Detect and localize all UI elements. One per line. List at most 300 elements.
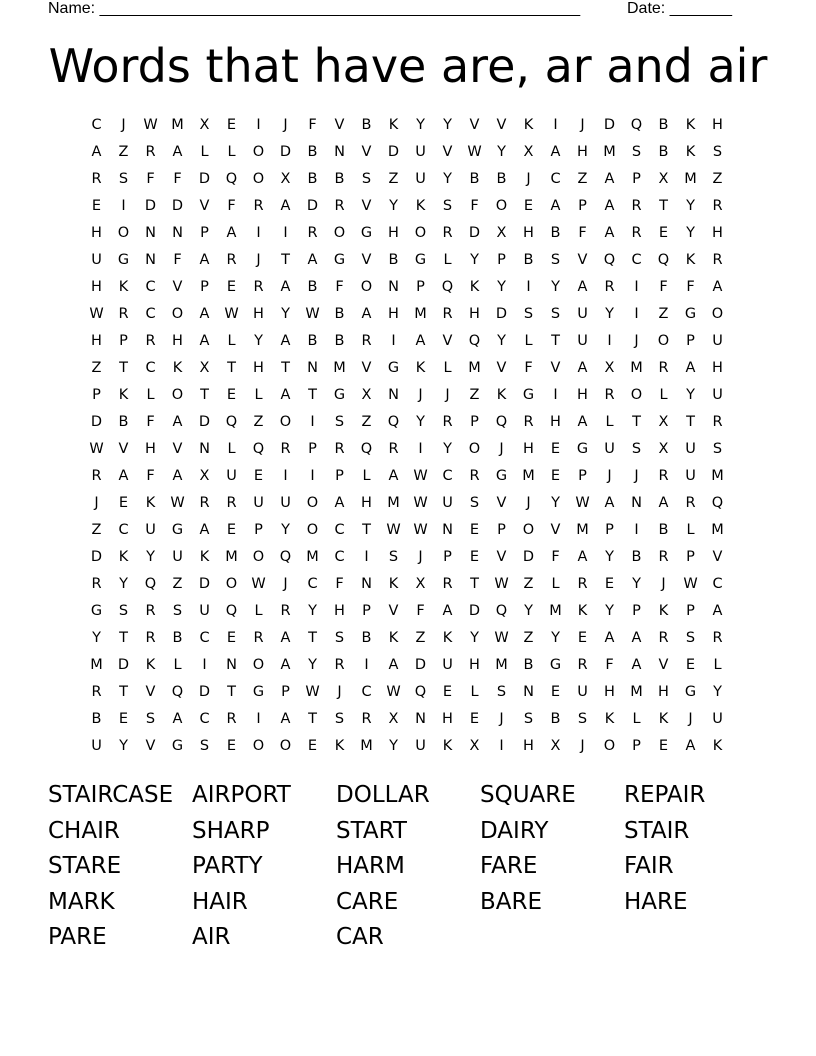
- grid-letter: R: [91, 171, 102, 187]
- grid-letter: W: [494, 630, 509, 646]
- grid-letter: F: [308, 117, 317, 133]
- grid-letter: Q: [225, 603, 238, 619]
- grid-letter: M: [522, 468, 535, 484]
- grid-letter: V: [361, 252, 372, 268]
- grid-letter: L: [470, 684, 479, 700]
- grid-letter: I: [607, 333, 612, 349]
- grid-letter: A: [199, 306, 210, 322]
- grid-letter: J: [580, 117, 585, 133]
- grid-letter: R: [658, 468, 669, 484]
- grid-letter: J: [688, 711, 693, 727]
- grid-letter: P: [416, 279, 425, 295]
- grid-letter: Y: [119, 576, 128, 592]
- grid-letter: J: [418, 387, 423, 403]
- grid-letter: T: [119, 360, 128, 376]
- grid-letter: H: [334, 603, 345, 619]
- grid-letter: H: [658, 684, 669, 700]
- grid-letter: R: [712, 198, 723, 214]
- grid-letter: S: [631, 144, 642, 160]
- grid-letter: R: [280, 441, 291, 457]
- grid-letter: S: [550, 252, 561, 268]
- grid-letter: H: [91, 333, 102, 349]
- grid-letter: Q: [468, 333, 481, 349]
- grid-letter: A: [712, 603, 723, 619]
- grid-letter: A: [604, 171, 615, 187]
- grid-letter: A: [658, 495, 669, 511]
- grid-letter: L: [713, 657, 722, 673]
- grid-letter: S: [388, 549, 399, 565]
- grid-letter: B: [91, 711, 102, 727]
- grid-letter: M: [549, 603, 562, 619]
- grid-letter: P: [497, 522, 506, 538]
- grid-letter: R: [226, 495, 237, 511]
- grid-letter: N: [523, 684, 534, 700]
- grid-letter: K: [388, 630, 399, 646]
- grid-letter: E: [307, 738, 318, 754]
- date-field-label: Date: _______: [627, 0, 732, 17]
- grid-letter: S: [712, 144, 723, 160]
- grid-letter: W: [413, 495, 428, 511]
- grid-letter: S: [145, 711, 156, 727]
- grid-letter: E: [118, 711, 129, 727]
- word-bank-item: SHARP: [192, 817, 270, 844]
- grid-letter: K: [172, 360, 183, 376]
- grid-letter: U: [577, 333, 588, 349]
- grid-letter: S: [118, 603, 129, 619]
- grid-letter: Z: [91, 522, 102, 538]
- word-bank-item: MARK: [48, 888, 115, 915]
- grid-letter: V: [361, 198, 372, 214]
- grid-letter: Q: [171, 684, 184, 700]
- grid-letter: W: [224, 306, 239, 322]
- grid-letter: J: [283, 117, 288, 133]
- word-bank-item: BARE: [480, 888, 543, 915]
- grid-letter: K: [415, 198, 426, 214]
- grid-letter: J: [526, 495, 531, 511]
- grid-letter: Z: [523, 630, 534, 646]
- grid-letter: B: [307, 171, 318, 187]
- grid-letter: X: [388, 711, 399, 727]
- grid-letter: Y: [632, 576, 641, 592]
- word-bank: [48, 778, 768, 956]
- grid-letter: Y: [443, 441, 452, 457]
- grid-letter: Q: [495, 603, 508, 619]
- grid-letter: E: [226, 387, 237, 403]
- grid-letter: N: [145, 252, 156, 268]
- grid-letter: O: [279, 414, 292, 430]
- grid-letter: W: [683, 576, 698, 592]
- grid-letter: Y: [551, 495, 560, 511]
- grid-letter: L: [254, 603, 263, 619]
- grid-letter: J: [499, 441, 504, 457]
- grid-letter: A: [550, 144, 561, 160]
- grid-letter: D: [387, 144, 400, 160]
- grid-letter: R: [577, 657, 588, 673]
- grid-letter: N: [145, 225, 156, 241]
- grid-letter: W: [386, 522, 401, 538]
- grid-letter: J: [634, 333, 639, 349]
- grid-letter: G: [333, 387, 346, 403]
- grid-letter: O: [333, 225, 346, 241]
- grid-letter: L: [254, 387, 263, 403]
- grid-letter: V: [496, 117, 507, 133]
- grid-letter: V: [388, 603, 399, 619]
- grid-letter: V: [442, 333, 453, 349]
- grid-letter: R: [199, 495, 210, 511]
- grid-letter: O: [252, 738, 265, 754]
- grid-letter: N: [631, 495, 642, 511]
- grid-letter: H: [577, 144, 588, 160]
- grid-letter: X: [523, 144, 534, 160]
- grid-letter: P: [362, 603, 371, 619]
- grid-letter: D: [306, 198, 319, 214]
- grid-letter: P: [632, 603, 641, 619]
- grid-letter: T: [227, 360, 236, 376]
- grid-letter: V: [334, 117, 345, 133]
- grid-letter: Z: [415, 630, 426, 646]
- letter-grid: [83, 112, 731, 760]
- grid-letter: W: [143, 117, 158, 133]
- word-bank-item: FARE: [480, 853, 538, 879]
- grid-letter: B: [118, 414, 129, 430]
- grid-letter: K: [145, 495, 156, 511]
- grid-letter: P: [632, 171, 641, 187]
- grid-letter: I: [310, 468, 315, 484]
- grid-letter: H: [145, 441, 156, 457]
- grid-letter: F: [146, 414, 155, 430]
- grid-letter: V: [145, 684, 156, 700]
- grid-letter: R: [388, 441, 399, 457]
- grid-letter: Q: [630, 117, 643, 133]
- grid-letter: V: [145, 738, 156, 754]
- grid-letter: N: [199, 441, 210, 457]
- word-bank-item: PARTY: [192, 853, 263, 879]
- grid-letter: S: [523, 306, 534, 322]
- grid-letter: I: [283, 225, 288, 241]
- grid-letter: A: [604, 630, 615, 646]
- grid-letter: D: [468, 225, 481, 241]
- grid-letter: K: [415, 360, 426, 376]
- grid-letter: A: [280, 198, 291, 214]
- grid-letter: C: [145, 279, 156, 295]
- grid-letter: O: [171, 387, 184, 403]
- grid-letter: R: [145, 630, 156, 646]
- grid-letter: A: [199, 252, 210, 268]
- grid-letter: D: [198, 576, 211, 592]
- grid-letter: E: [226, 522, 237, 538]
- grid-letter: Q: [495, 414, 508, 430]
- grid-letter: J: [580, 738, 585, 754]
- grid-letter: M: [90, 657, 103, 673]
- grid-letter: L: [173, 657, 182, 673]
- grid-letter: J: [634, 468, 639, 484]
- grid-letter: V: [361, 360, 372, 376]
- grid-letter: H: [523, 225, 534, 241]
- grid-letter: O: [252, 657, 265, 673]
- grid-letter: M: [414, 306, 427, 322]
- header: [48, 0, 748, 20]
- word-bank-item: STARE: [48, 853, 122, 879]
- grid-letter: A: [604, 198, 615, 214]
- grid-letter: F: [470, 198, 479, 214]
- page-title: Words that have are, ar and air: [48, 39, 768, 93]
- grid-letter: R: [469, 468, 480, 484]
- grid-letter: I: [202, 657, 207, 673]
- grid-letter: I: [391, 333, 396, 349]
- grid-letter: F: [605, 657, 614, 673]
- grid-letter: A: [604, 225, 615, 241]
- grid-letter: D: [414, 657, 427, 673]
- grid-letter: K: [118, 387, 129, 403]
- grid-letter: Y: [416, 414, 425, 430]
- grid-letter: B: [361, 117, 372, 133]
- grid-letter: U: [712, 387, 723, 403]
- grid-letter: P: [632, 738, 641, 754]
- grid-letter: O: [306, 495, 319, 511]
- grid-letter: H: [712, 360, 723, 376]
- grid-letter: Q: [252, 441, 265, 457]
- grid-letter: L: [227, 441, 236, 457]
- grid-letter: J: [499, 711, 504, 727]
- grid-letter: N: [307, 360, 318, 376]
- grid-letter: Z: [712, 171, 723, 187]
- grid-letter: A: [172, 711, 183, 727]
- grid-letter: F: [227, 198, 236, 214]
- grid-letter: B: [496, 171, 507, 187]
- grid-letter: P: [443, 549, 452, 565]
- grid-letter: N: [415, 711, 426, 727]
- grid-letter: U: [91, 738, 102, 754]
- grid-letter: Y: [389, 738, 398, 754]
- grid-letter: V: [496, 549, 507, 565]
- grid-letter: S: [523, 711, 534, 727]
- grid-letter: Y: [470, 252, 479, 268]
- grid-letter: A: [172, 144, 183, 160]
- grid-letter: F: [146, 468, 155, 484]
- grid-letter: K: [685, 252, 696, 268]
- grid-letter: E: [550, 684, 561, 700]
- grid-letter: Y: [308, 603, 317, 619]
- grid-letter: S: [334, 711, 345, 727]
- grid-letter: T: [119, 684, 128, 700]
- grid-letter: A: [280, 387, 291, 403]
- grid-letter: C: [145, 360, 156, 376]
- grid-letter: Y: [470, 630, 479, 646]
- grid-letter: W: [575, 495, 590, 511]
- grid-letter: R: [253, 198, 264, 214]
- grid-letter: S: [334, 414, 345, 430]
- grid-letter: R: [91, 468, 102, 484]
- grid-letter: V: [172, 441, 183, 457]
- grid-letter: J: [418, 549, 423, 565]
- grid-letter: W: [251, 576, 266, 592]
- grid-letter: V: [199, 198, 210, 214]
- grid-letter: Y: [713, 684, 722, 700]
- grid-letter: P: [686, 549, 695, 565]
- grid-letter: E: [226, 117, 237, 133]
- grid-letter: U: [604, 441, 615, 457]
- grid-letter: D: [198, 414, 211, 430]
- grid-letter: Y: [389, 198, 398, 214]
- word-bank-item: HARE: [624, 888, 688, 915]
- grid-letter: M: [171, 117, 184, 133]
- grid-letter: J: [445, 387, 450, 403]
- grid-letter: W: [413, 468, 428, 484]
- grid-letter: H: [91, 225, 102, 241]
- grid-letter: L: [146, 387, 155, 403]
- grid-letter: L: [362, 468, 371, 484]
- grid-letter: Z: [469, 387, 480, 403]
- grid-letter: Q: [225, 414, 238, 430]
- grid-letter: G: [171, 738, 184, 754]
- grid-letter: U: [415, 738, 426, 754]
- grid-letter: P: [200, 225, 209, 241]
- grid-letter: L: [659, 387, 668, 403]
- grid-letter: C: [307, 576, 318, 592]
- word-bank-item: CAR: [336, 924, 384, 950]
- grid-letter: R: [145, 144, 156, 160]
- grid-letter: L: [200, 144, 209, 160]
- grid-letter: A: [577, 549, 588, 565]
- grid-letter: J: [661, 576, 666, 592]
- grid-letter: P: [92, 387, 101, 403]
- grid-letter: C: [145, 306, 156, 322]
- grid-letter: H: [172, 333, 183, 349]
- grid-letter: I: [526, 279, 531, 295]
- grid-letter: D: [495, 306, 508, 322]
- grid-letter: C: [442, 468, 453, 484]
- grid-letter: Z: [658, 306, 669, 322]
- grid-letter: P: [308, 441, 317, 457]
- grid-letter: F: [551, 549, 560, 565]
- grid-letter: G: [387, 360, 400, 376]
- grid-letter: W: [170, 495, 185, 511]
- grid-letter: U: [253, 495, 264, 511]
- grid-letter: Y: [146, 549, 155, 565]
- grid-letter: Y: [686, 225, 695, 241]
- grid-letter: R: [658, 360, 669, 376]
- name-field-label: Name: ______________________________________________________: [48, 0, 581, 17]
- grid-letter: E: [469, 522, 480, 538]
- grid-letter: K: [658, 711, 669, 727]
- grid-letter: H: [550, 414, 561, 430]
- grid-letter: P: [686, 333, 695, 349]
- grid-letter: Y: [443, 171, 452, 187]
- grid-letter: B: [550, 225, 561, 241]
- grid-letter: S: [577, 711, 588, 727]
- grid-letter: A: [280, 333, 291, 349]
- grid-letter: K: [685, 144, 696, 160]
- grid-letter: K: [199, 549, 210, 565]
- grid-letter: R: [442, 576, 453, 592]
- grid-letter: G: [252, 684, 265, 700]
- grid-letter: O: [711, 306, 724, 322]
- grid-letter: L: [551, 576, 560, 592]
- grid-letter: A: [199, 333, 210, 349]
- grid-letter: M: [630, 684, 643, 700]
- word-bank-item: HARM: [336, 853, 405, 879]
- grid-letter: O: [522, 522, 535, 538]
- grid-letter: K: [388, 576, 399, 592]
- grid-letter: U: [172, 549, 183, 565]
- grid-letter: A: [685, 738, 696, 754]
- grid-letter: D: [279, 144, 292, 160]
- grid-letter: T: [281, 252, 290, 268]
- grid-letter: D: [468, 603, 481, 619]
- grid-letter: A: [307, 252, 318, 268]
- grid-letter: V: [658, 657, 669, 673]
- word-bank-item: START: [336, 817, 407, 844]
- grid-letter: U: [577, 306, 588, 322]
- word-bank-item: DOLLAR: [336, 782, 430, 808]
- grid-letter: H: [253, 360, 264, 376]
- grid-letter: A: [442, 603, 453, 619]
- grid-letter: G: [414, 252, 427, 268]
- grid-letter: P: [119, 333, 128, 349]
- grid-letter: K: [118, 279, 129, 295]
- grid-letter: S: [685, 630, 696, 646]
- grid-letter: R: [658, 549, 669, 565]
- grid-letter: K: [388, 117, 399, 133]
- grid-letter: Y: [605, 603, 614, 619]
- grid-letter: C: [199, 711, 210, 727]
- grid-letter: R: [442, 225, 453, 241]
- grid-letter: F: [173, 171, 182, 187]
- grid-letter: M: [495, 657, 508, 673]
- grid-letter: A: [280, 711, 291, 727]
- grid-letter: O: [252, 549, 265, 565]
- grid-letter: E: [658, 225, 669, 241]
- grid-letter: V: [361, 144, 372, 160]
- grid-letter: X: [550, 738, 561, 754]
- grid-letter: Q: [441, 279, 454, 295]
- grid-letter: E: [469, 549, 480, 565]
- grid-letter: R: [253, 630, 264, 646]
- grid-letter: S: [496, 684, 507, 700]
- grid-letter: O: [630, 387, 643, 403]
- grid-letter: F: [173, 252, 182, 268]
- grid-letter: X: [199, 360, 210, 376]
- grid-letter: F: [578, 225, 587, 241]
- grid-letter: R: [226, 252, 237, 268]
- grid-letter: R: [307, 225, 318, 241]
- grid-letter: G: [549, 657, 562, 673]
- grid-letter: O: [468, 441, 481, 457]
- grid-letter: J: [607, 468, 612, 484]
- grid-letter: G: [522, 387, 535, 403]
- grid-letter: L: [443, 360, 452, 376]
- grid-letter: B: [307, 333, 318, 349]
- grid-letter: H: [523, 441, 534, 457]
- grid-letter: U: [577, 684, 588, 700]
- grid-letter: B: [658, 522, 669, 538]
- grid-letter: S: [199, 738, 210, 754]
- grid-letter: E: [226, 738, 237, 754]
- grid-letter: H: [523, 738, 534, 754]
- grid-letter: I: [310, 414, 315, 430]
- grid-letter: I: [499, 738, 504, 754]
- grid-letter: K: [442, 630, 453, 646]
- grid-letter: S: [334, 630, 345, 646]
- grid-letter: T: [686, 414, 695, 430]
- grid-letter: S: [712, 441, 723, 457]
- grid-letter: M: [333, 360, 346, 376]
- grid-letter: Z: [172, 576, 183, 592]
- grid-letter: D: [522, 549, 535, 565]
- grid-letter: P: [578, 198, 587, 214]
- grid-letter: I: [256, 711, 261, 727]
- grid-letter: C: [199, 630, 210, 646]
